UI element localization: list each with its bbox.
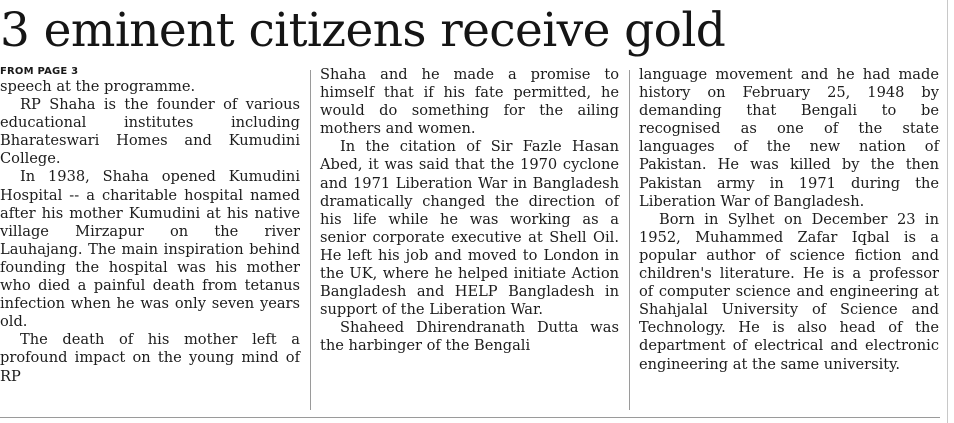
bottom-rule xyxy=(0,417,940,418)
article-column-2 xyxy=(320,66,619,356)
paragraph: speech at the programme. xyxy=(0,78,196,95)
paragraph: In 1938, Shaha opened Kumudini Hospital -- a charitable hospital named after his mother Kumudini at his native village Mirzapur on the river Lauhajang. The main inspiration behind founding the hospital was his mother who died a painful death from tetanus infection when he was only seven years old. xyxy=(0,168,300,331)
column-divider xyxy=(629,70,630,410)
paragraph: Shaheed Dhirendranath Dutta was the harbinger of the Bengali xyxy=(320,319,619,355)
paragraph: Born in Sylhet on December 23 in 1952, Muhammed Zafar Iqbal is a popular author of science fiction and children's literature. He is a professor of computer science and engineering at Shahjalal University of Science and Technology. He is also head of the department of electrical and electronic engineering at the same university. xyxy=(639,210,939,373)
paragraph: RP Shaha is the founder of various educational institutes including Bharateswari Homes and Kumudini College. xyxy=(0,96,300,168)
article-column-3 xyxy=(639,66,939,374)
page-edge-rule xyxy=(947,0,948,423)
paragraph: The death of his mother left a profound impact on the young mind of RP xyxy=(0,331,300,385)
headline: 3 eminent citizens receive gold xyxy=(0,3,726,58)
jump-label: FROM PAGE 3 xyxy=(0,66,79,77)
column-divider xyxy=(310,70,311,410)
paragraph: language movement and he had made history on February 25, 1948 by demanding that Bengali to be recognised as one of the state languages of the new nation of Pakistan. He was killed by the then Pakistan army in 1971 during the Liberation War of Bangladesh. xyxy=(639,66,939,210)
paragraph: In the citation of Sir Fazle Hasan Abed, it was said that the 1970 cyclone and 1971 Liberation War in Bangladesh dramatically changed the direction of his life while he was working as a senior corporate executive at Shell Oil. He left his job and moved to London in the UK, where he helped initiate Action Bangladesh and HELP Bangladesh in support of the Liberation War. xyxy=(320,138,619,319)
paragraph: Shaha and he made a promise to himself that if his fate permitted, he would do something for the ailing mothers and women. xyxy=(320,66,619,138)
article-column-1 xyxy=(0,66,300,386)
